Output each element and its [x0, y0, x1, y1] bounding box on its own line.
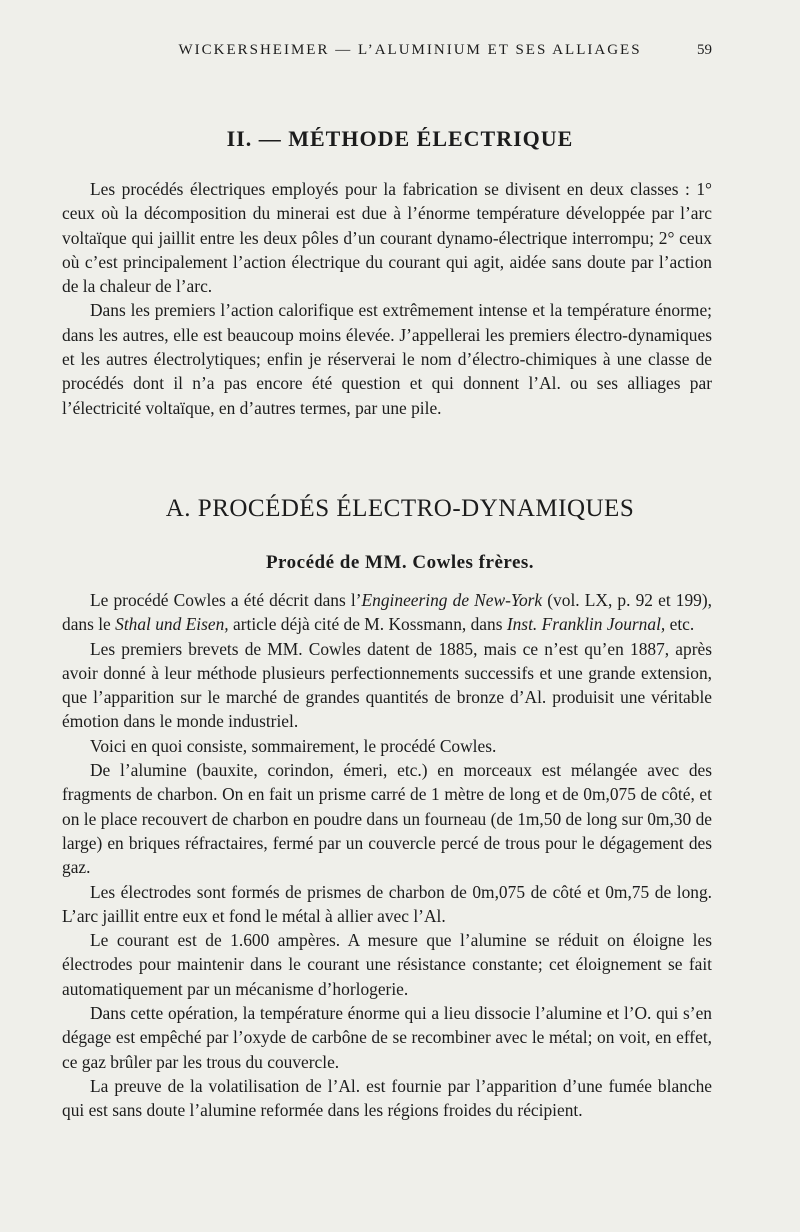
running-head: WICKERSHEIMER — L’ALUMINIUM ET SES ALLIAGES	[178, 42, 642, 58]
cowles-text	[62, 588, 712, 1123]
journal-title: Sthal und Eisen,	[115, 614, 229, 635]
section-title: II. — MÉTHODE ÉLECTRIQUE	[226, 126, 574, 151]
paragraph: Les électrodes sont formés de prismes de charbon de 0m,075 de côté et 0m,75 de long. L’arc jaillit entre eux et fond le métal à allier avec l’Al.	[62, 881, 712, 926]
procede-title: Procédé de MM. Cowles frères.	[265, 552, 535, 573]
paragraph: Dans les premiers l’action calorifique est extrêmement intense et la température énorme; dans les autres, elle est beaucoup moins élevée. J’appellerai les premiers électro-dynamiques et les autres électrolytiques; enfin je réserverai le nom d’électro-chimiques à une classe de procédés dont il n’a pas encore été question et qui donnent l’Al. ou ses alliages par l’électricité voltaïque, en d’autres termes, par une pile.	[62, 300, 712, 418]
text-run: (vol. LX, p. 92 et 199), dans le	[62, 590, 713, 635]
paragraph: Dans cette opération, la température énorme qui a lieu dissocie l’alumine et l’O. qui s’en dégage est empêché par l’oxyde de carbône de se recombiner avec le métal; on voit, en effet, ce gaz brûler par les trous du couvercle.	[62, 1003, 712, 1072]
paragraph: La preuve de la volatilisation de l’Al. est fournie par l’apparition d’une fumée blanche qui est sans doute l’alumine reformée dans les régions froides du récipient.	[62, 1075, 712, 1121]
paragraph: Le courant est de 1.600 ampères. A mesure que l’alumine se réduit on éloigne les électrodes pour maintenir dans le courant une résistance constante; cet éloignement se fait automatiquement par un mécanisme d’horlogerie.	[62, 930, 712, 999]
paragraph: De l’alumine (bauxite, corindon, émeri, etc.) en morceaux est mélangée avec des fragments de charbon. On en fait un prisme carré de 1 mètre de long et de 0m,075 de côté, et on le place recouvert de charbon en poudre dans un fourneau (de 1m,50 de long sur 0m,30 de large) en briques réfractaires, fermé par un couvercle percé de trous pour le dégagement des gaz.	[62, 760, 712, 878]
page-number: 59	[697, 42, 712, 58]
journal-title: Engineering de New-York	[361, 590, 543, 610]
paragraph: Les premiers brevets de MM. Cowles datent de 1885, mais ce n’est qu’en 1887, après avoir donné à leur méthode plusieurs perfectionnements successifs et une grande extension, que l’apparition sur le marché de grandes quantités de bronze d’Al. produisit une véritable émotion dans le monde industriel.	[62, 638, 712, 732]
text-run: article déjà cité de M. Kossmann, dans	[228, 614, 507, 635]
paragraph	[62, 588, 712, 637]
subsection-title: A. PROCÉDÉS ÉLECTRO-DYNAMIQUES	[165, 495, 635, 522]
paragraph: Les procédés électriques employés pour la fabrication se divisent en deux classes : 1° ceux où la décomposition du minerai est due à l’énorme température développée par l’arc voltaïque qui jaillit entre les deux pôles d’un courant dynamo-électrique interrompu; 2° ceux où c’est principalement l’action électrique du courant qui agit, aidée sans doute par l’action de la chaleur de l’arc.	[62, 179, 712, 297]
text-run: etc.	[665, 614, 695, 635]
paragraph: Voici en quoi consiste, sommairement, le procédé Cowles.	[90, 735, 497, 756]
intro-text	[62, 177, 712, 420]
journal-title: Inst. Franklin Journal,	[506, 614, 666, 635]
text-run: Le procédé Cowles a été décrit dans l’	[90, 590, 362, 610]
